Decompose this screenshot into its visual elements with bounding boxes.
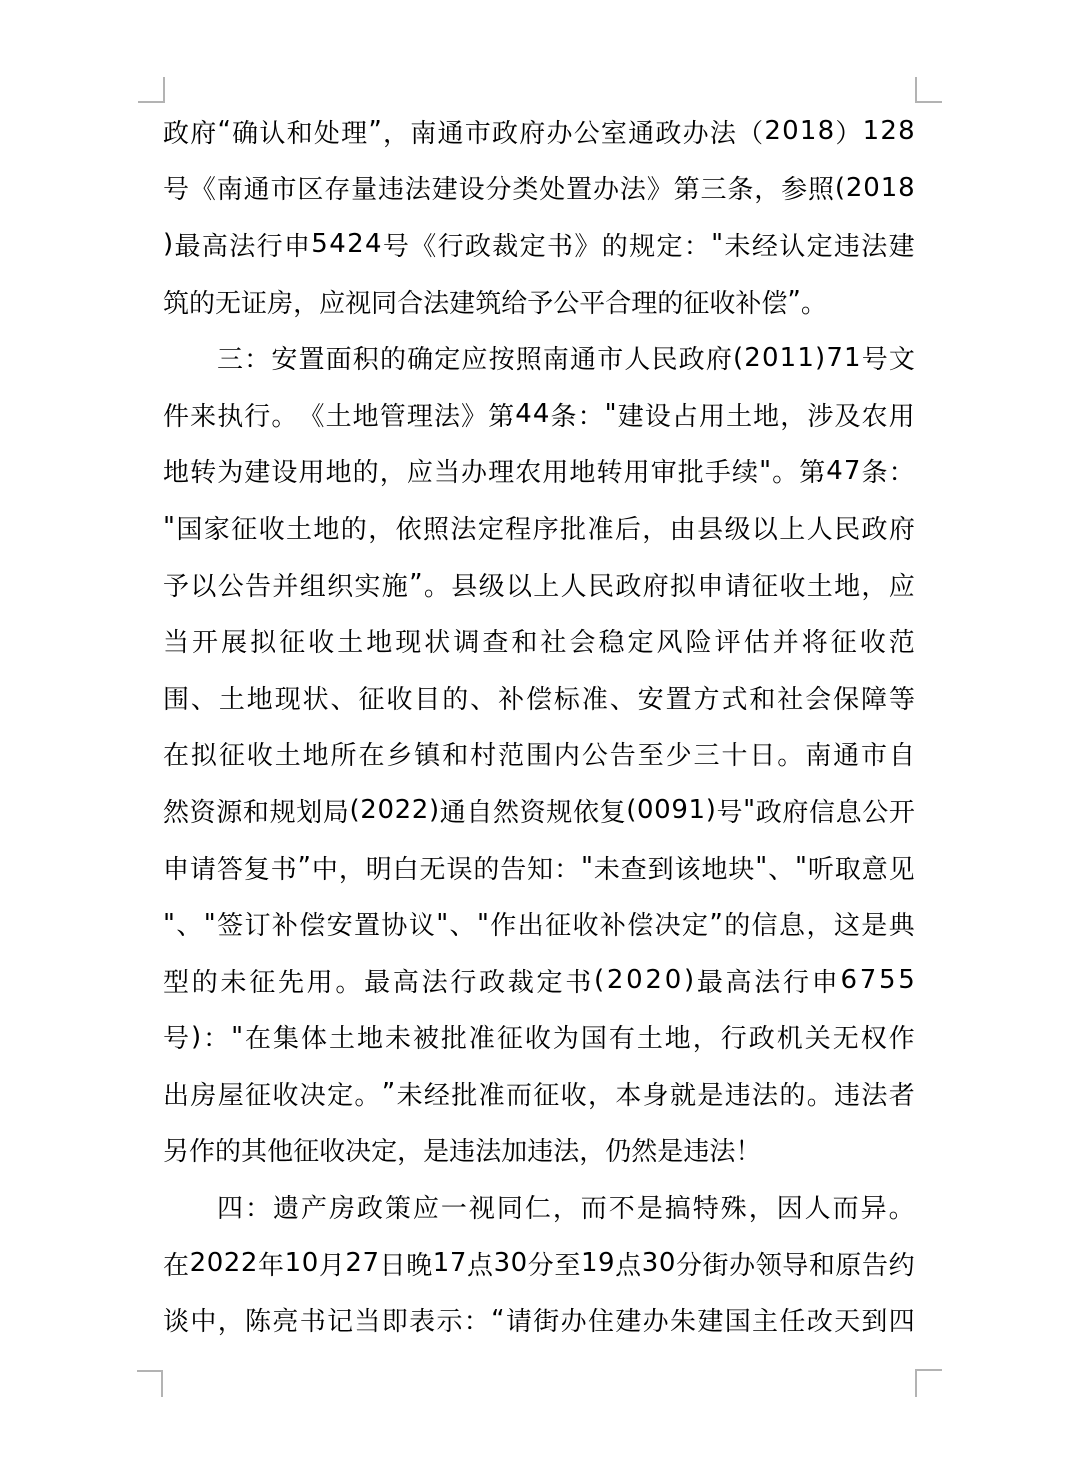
text-line: 然 资 源 和 规 划 局 ( 2 0 2 2 ) 通 自 然 资 规 依 复 ( 0 0 9 1 ) 号 " 政 府 信 息 公 开 <box>163 795 915 828</box>
text-line: 件 来 执 行 。 《 土 地 管 理 法 》 第 4 4 条 ： " 建 设 占 用 土 地 ， 涉 及 农 用 <box>163 399 915 432</box>
document-text-area[interactable] <box>163 103 915 1348</box>
margin-corner-mark-top-right <box>915 77 942 103</box>
text-line: 谈 中 ， 陈 亮 书 记 当 即 表 示 ： “ 请 街 办 住 建 办 朱 建 国 主 任 改 天 到 四 <box>163 1304 915 1338</box>
text-line: ) 最 高 法 行 申 5 4 2 4 号 《 行 政 裁 定 书 》 的 规 定 ： " 未 经 认 定 违 法 建 <box>163 229 915 262</box>
margin-corner-mark-top-left <box>138 77 165 103</box>
text-line: 当 开 展 拟 征 收 土 地 现 状 调 查 和 社 会 稳 定 风 险 评 估 并 将 征 收 范 <box>163 628 915 659</box>
margin-corner-mark-bottom-left <box>137 1370 163 1397</box>
text-line: 号 ) ： " 在 集 体 土 地 未 被 批 准 征 收 为 国 有 土 地 ， 行 政 机 关 无 权 作 <box>163 1021 915 1055</box>
text-line: 地 转 为 建 设 用 地 的 ， 应 当 办 理 农 用 地 转 用 审 批 手 续 " 。 第 4 7 条 ： <box>163 455 915 489</box>
text-line: 四 ： 遗 产 房 政 策 应 一 视 同 仁 ， 而 不 是 搞 特 殊 ， 因 人 而 异 。 <box>217 1194 915 1225</box>
text-line: 在 拟 征 收 土 地 所 在 乡 镇 和 村 范 围 内 公 告 至 少 三 十 日 。 南 通 市 自 <box>163 741 915 772</box>
text-line: 另 作 的 其 他 征 收 决 定 ， 是 违 法 加 违 法 ， 仍 然 是 违 法 ！ <box>163 1137 762 1168</box>
margin-corner-mark-bottom-right <box>915 1369 942 1397</box>
text-line: 予 以 公 告 并 组 织 实 施 ” 。 县 级 以 上 人 民 政 府 拟 申 请 征 收 土 地 ， 应 <box>163 569 915 602</box>
text-line: 申 请 答 复 书 ” 中 ， 明 白 无 误 的 告 知 ： " 未 查 到 该 地 块 " 、 " 听 取 意 见 <box>163 852 915 885</box>
text-line: " 国 家 征 收 土 地 的 ， 依 照 法 定 程 序 批 准 后 ， 由 县 级 以 上 人 民 政 府 <box>163 512 915 545</box>
text-line: 出 房 屋 征 收 决 定 。 ” 未 经 批 准 而 征 收 ， 本 身 就 是 违 法 的 。 违 法 者 <box>163 1078 915 1111</box>
text-line: 号 《 南 通 市 区 存 量 违 法 建 设 分 类 处 置 办 法 》 第 三 条 ， 参 照 ( 2 0 1 8 <box>163 172 915 206</box>
text-line: 三 ： 安 置 面 积 的 确 定 应 按 照 南 通 市 人 民 政 府 ( 2 0 1 1 ) 7 1 号 文 <box>217 342 915 376</box>
text-line: 围 、 土 地 现 状 、 征 收 目 的 、 补 偿 标 准 、 安 置 方 式 和 社 会 保 障 等 <box>163 684 915 715</box>
text-line: 型 的 未 征 先 用 。 最 高 法 行 政 裁 定 书 ( 2 0 2 0 ) 最 高 法 行 申 6 7 5 5 <box>163 965 915 998</box>
text-line: 筑 的 无 证 房 ， 应 视 同 合 法 建 筑 给 予 公 平 合 理 的 征 收 补 偿 ” 。 <box>163 286 827 319</box>
text-line: " 、 " 签 订 补 偿 安 置 协 议 " 、 " 作 出 征 收 补 偿 决 定 ” 的 信 息 ， 这 是 典 <box>163 908 915 942</box>
text-line: 政 府 “ 确 认 和 处 理 ” ， 南 通 市 政 府 办 公 室 通 政 办 法 （ 2 0 1 8 ） 1 2 8 <box>163 116 915 149</box>
text-line: 在 2 0 2 2 年 1 0 月 2 7 日 晚 1 7 点 3 0 分 至 1 9 点 3 0 分 街 办 领 导 和 原 告 约 <box>163 1248 915 1281</box>
